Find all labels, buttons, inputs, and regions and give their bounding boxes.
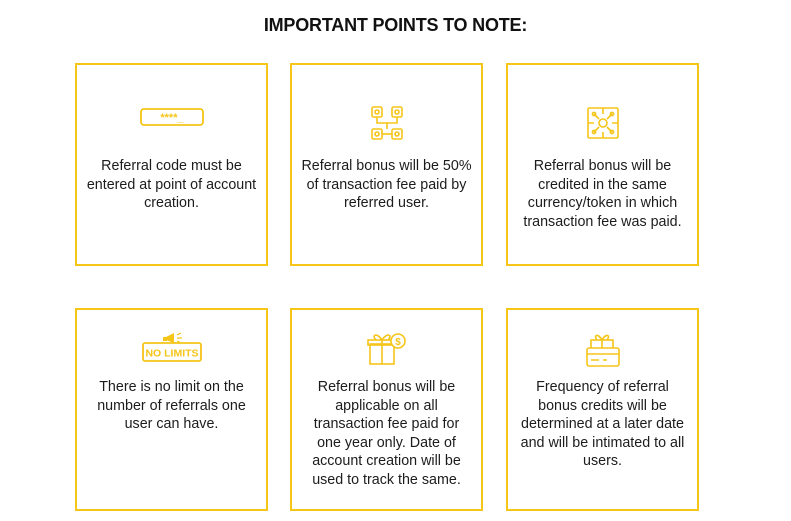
- info-card-bonus-percentage: [290, 63, 483, 266]
- info-card-no-limits: [75, 308, 268, 511]
- info-card-credit-frequency: [506, 308, 699, 511]
- card-text: Referral bonus will be 50% of transaction fee paid by referred user.: [301, 158, 472, 211]
- gift-card-icon: [585, 330, 621, 368]
- gift-coin-icon: [367, 330, 407, 366]
- svg-text:$: $: [394, 337, 401, 348]
- card-text: Referral bonus will be applicable on all transaction fee paid for one year only. Date of account creation will be used to track the same.: [312, 379, 461, 488]
- card-text: Referral code must be entered at point of account creation.: [86, 158, 257, 211]
- card-text: There is no limit on the number of referrals one user can have.: [97, 379, 246, 432]
- megaphone-badge-icon: [141, 330, 203, 364]
- network-nodes-icon: [370, 105, 404, 141]
- info-card-bonus-currency: [506, 63, 699, 266]
- circuit-chip-icon: [586, 105, 620, 141]
- password-field-icon: [140, 108, 204, 126]
- info-card-bonus-duration: [290, 308, 483, 511]
- svg-text:NO LIMITS: NO LIMITS: [144, 347, 199, 360]
- card-text: Referral bonus will be credited in the same currency/token in which transaction fee was paid.: [523, 158, 682, 230]
- page-title: IMPORTANT POINTS TO NOTE:: [263, 15, 528, 35]
- svg-text:****_: ****_: [159, 112, 184, 125]
- card-text: Frequency of referral bonus credits will be determined at a later date and will be intimated to all users.: [520, 379, 685, 469]
- info-card-referral-code: [75, 63, 268, 266]
